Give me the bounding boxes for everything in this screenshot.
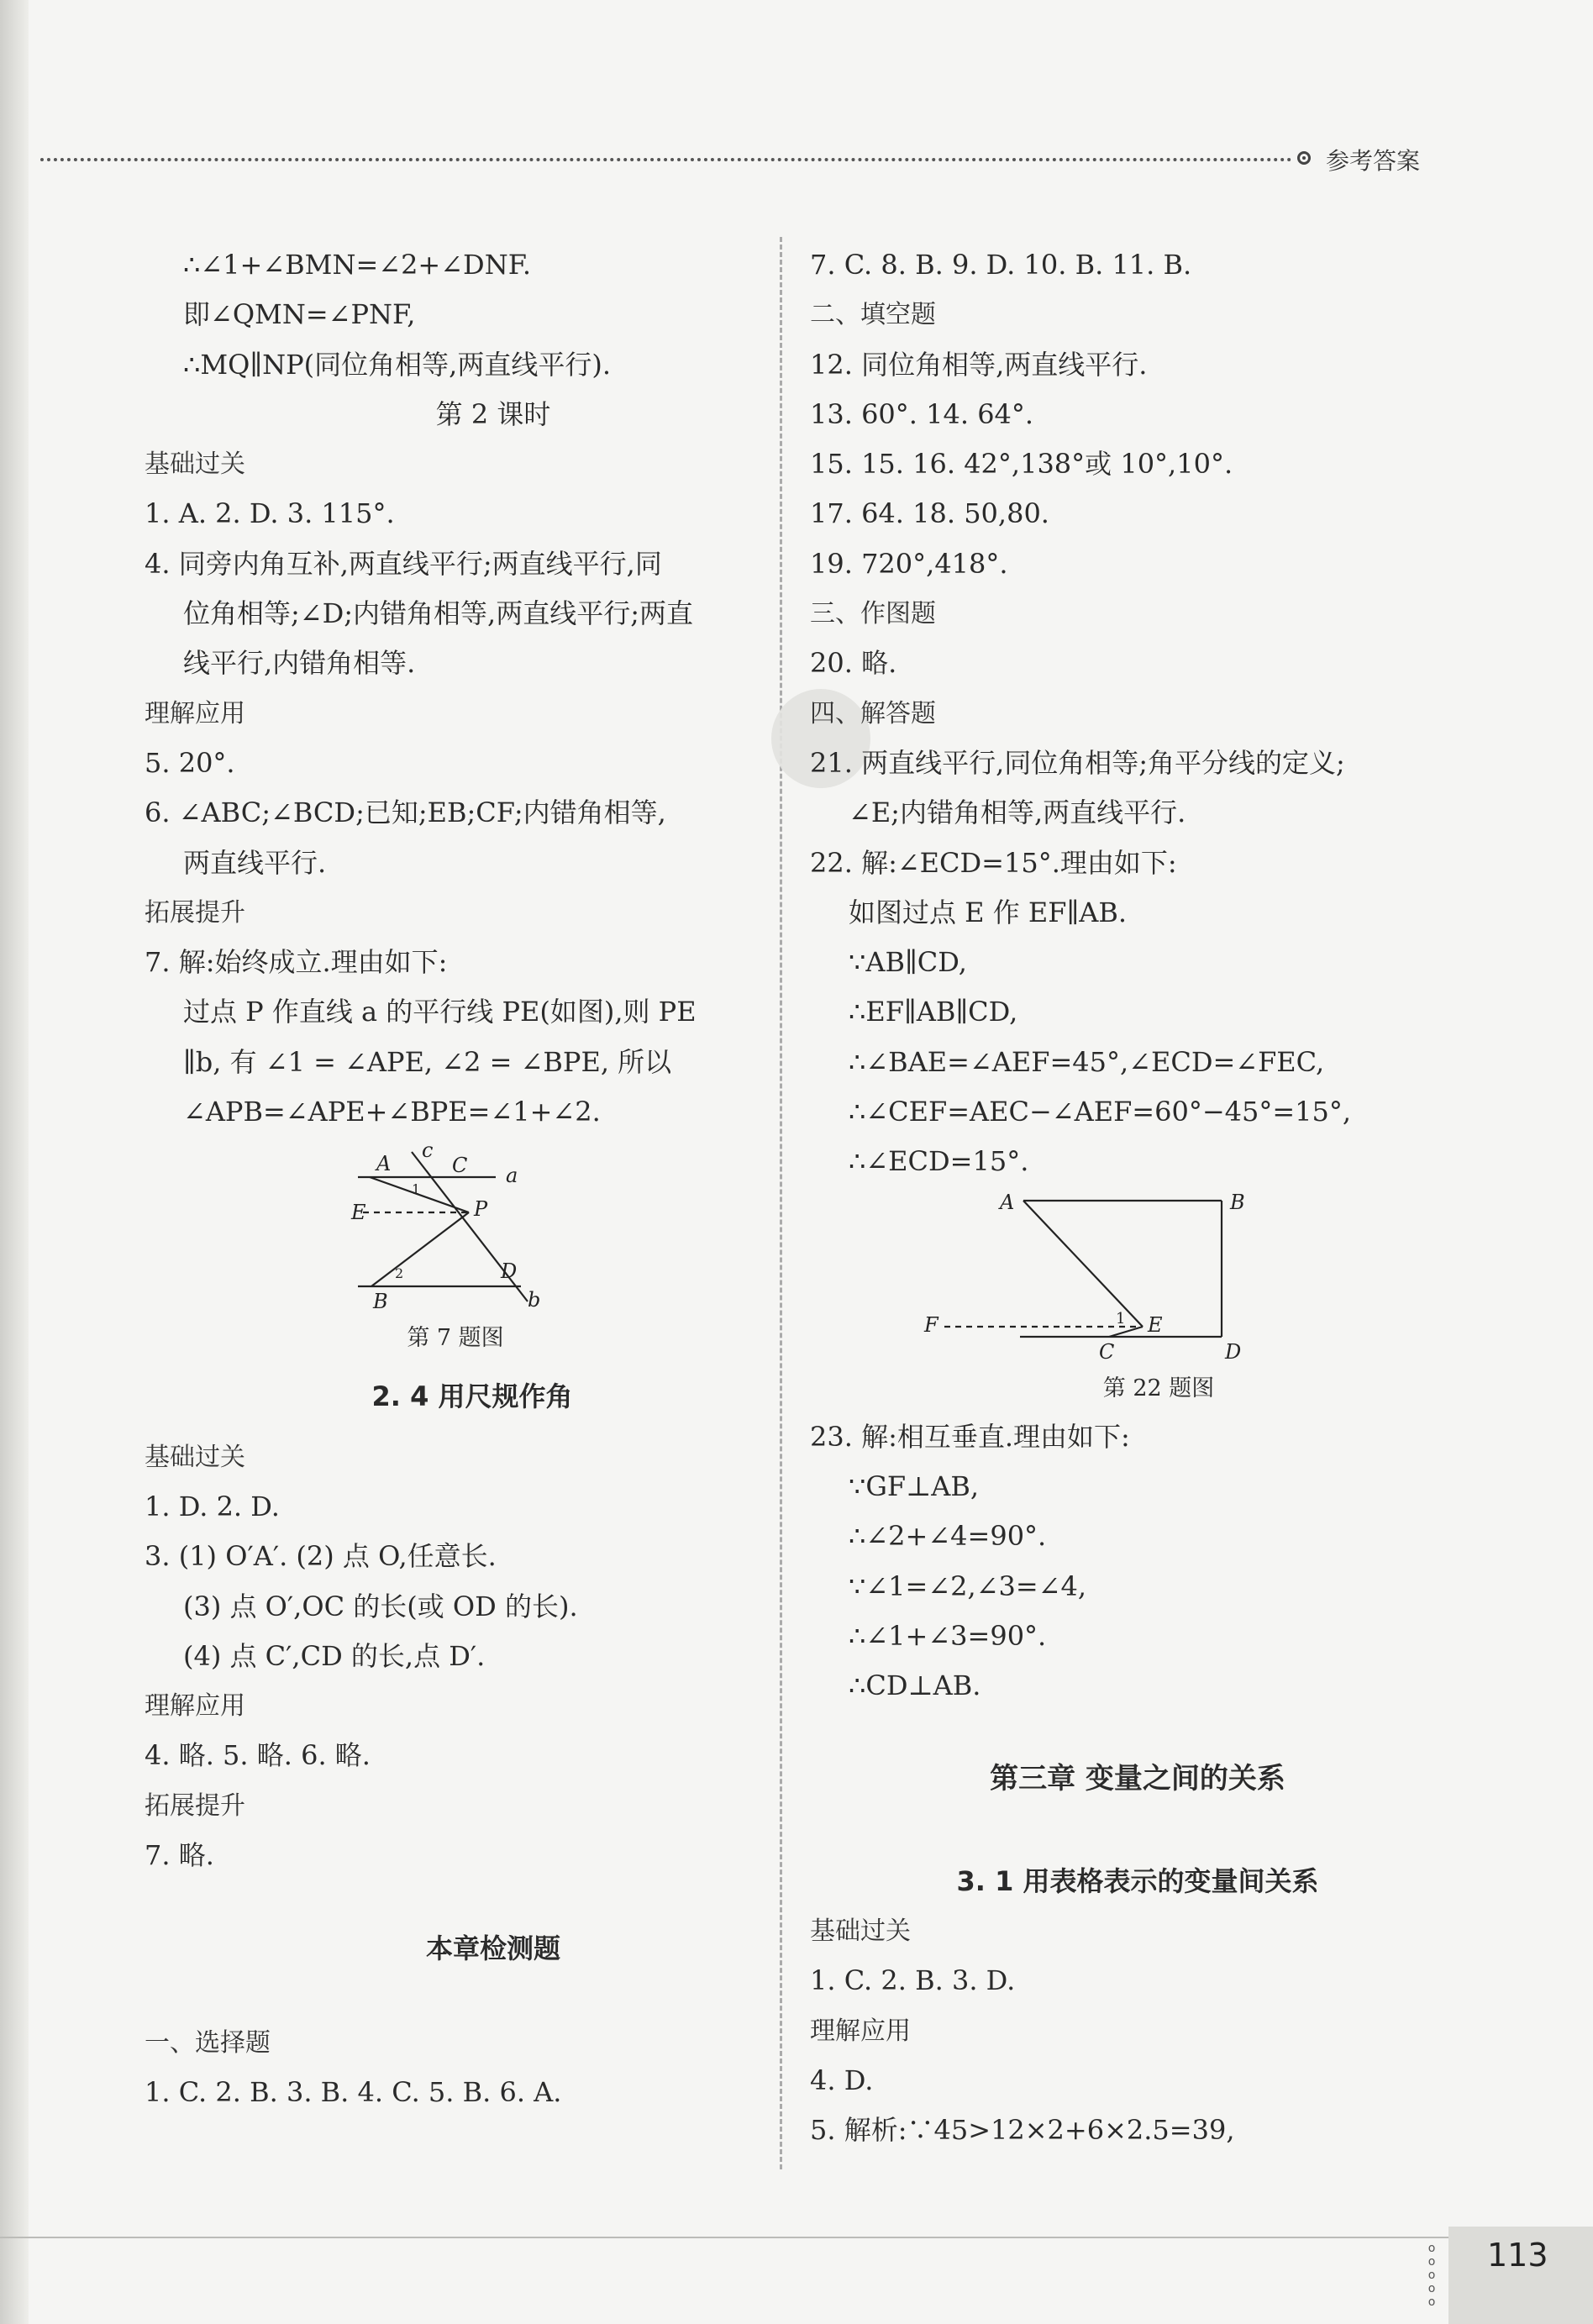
answer-line: ∵∠1=∠2,∠3=∠4, xyxy=(849,1569,1087,1602)
answer-line: 7. 略. xyxy=(145,1839,214,1872)
answer-line: ∴MQ∥NP(同位角相等,两直线平行). xyxy=(183,348,611,381)
label-C: C xyxy=(452,1154,468,1178)
right-column xyxy=(810,240,1432,2156)
answer-line: 17. 64. 18. 50,80. xyxy=(810,497,1049,530)
label-angle-2: 2 xyxy=(395,1265,404,1282)
answer-line: ∵AB∥CD, xyxy=(849,946,967,979)
answer-line: 21. 两直线平行,同位角相等;角平分线的定义; xyxy=(810,746,1345,779)
answer-line: 4. D. xyxy=(810,2064,874,2096)
answer-line: 19. 720°,418°. xyxy=(810,547,1008,580)
answer-line: ∴∠BAE=∠AEF=45°,∠ECD=∠FEC, xyxy=(849,1045,1325,1078)
section-label: 理解应用 xyxy=(810,2016,911,2046)
answer-line: 13. 60°. 14. 64°. xyxy=(810,397,1034,430)
label-A: A xyxy=(1000,1190,1015,1214)
label-E: E xyxy=(351,1201,366,1225)
answer-line: (4) 点 C′,CD 的长,点 D′. xyxy=(183,1639,486,1672)
answer-line: 1. A. 2. D. 3. 115°. xyxy=(145,497,395,530)
label-b: b xyxy=(528,1288,541,1312)
segment-bp xyxy=(371,1212,469,1286)
answer-line: 即∠QMN=∠PNF, xyxy=(183,298,416,331)
figure-22-caption: 第 22 题图 xyxy=(1102,1375,1215,1401)
section-label: 基础过关 xyxy=(145,450,245,480)
answer-line: ∴∠CEF=AEC−∠AEF=60°−45°=15°, xyxy=(849,1096,1352,1128)
answer-line: 如图过点 E 作 EF∥AB. xyxy=(849,896,1128,928)
label-C: C xyxy=(1099,1339,1115,1364)
section-title: 2. 4 用尺规作角 xyxy=(371,1380,573,1413)
answer-line: ∴EF∥AB∥CD, xyxy=(849,996,1018,1028)
answer-line: 线平行,内错角相等. xyxy=(183,647,416,680)
label-A: A xyxy=(376,1152,392,1176)
answer-line: 22. 解:∠ECD=15°.理由如下: xyxy=(810,846,1177,879)
answer-line: 5. 20°. xyxy=(145,746,235,779)
answer-line: ∴∠ECD=15°. xyxy=(849,1145,1029,1178)
section-title: 3. 1 用表格表示的变量间关系 xyxy=(956,1864,1319,1897)
answer-line: ∴CD⊥AB. xyxy=(849,1669,981,1702)
section-label: 拓展提升 xyxy=(145,1790,245,1821)
section-label: 一、选择题 xyxy=(145,2027,271,2058)
page-edge-shadow xyxy=(0,0,29,2324)
section-label: 基础过关 xyxy=(145,1442,245,1472)
answer-line: ∴∠1+∠BMN=∠2+∠DNF. xyxy=(183,249,532,281)
label-angle-1: 1 xyxy=(412,1181,421,1198)
label-angle-1: 1 xyxy=(1116,1309,1126,1328)
label-F: F xyxy=(924,1312,938,1337)
figure-22-diagram xyxy=(810,1191,1432,1370)
answer-line: 两直线平行. xyxy=(183,846,327,879)
answer-line: 4. 略. 5. 略. 6. 略. xyxy=(145,1739,371,1772)
answer-line: 20. 略. xyxy=(810,647,897,680)
segment-ae xyxy=(1023,1201,1143,1327)
lesson-title: 第 2 课时 xyxy=(435,397,551,430)
segment-ec xyxy=(1109,1327,1143,1337)
section-label: 理解应用 xyxy=(145,1691,245,1722)
answer-line: 位角相等;∠D;内错角相等,两直线平行;两直 xyxy=(183,597,693,630)
answer-line: 4. 同旁内角互补,两直线平行;两直线平行,同 xyxy=(145,547,662,580)
answer-line: 23. 解:相互垂直.理由如下: xyxy=(810,1420,1130,1453)
label-B: B xyxy=(1230,1190,1245,1214)
target-icon xyxy=(1297,151,1311,165)
footer-rule xyxy=(0,2237,1448,2238)
label-c: c xyxy=(422,1144,434,1163)
answer-line: 1. C. 2. B. 3. D. xyxy=(810,1964,1016,1997)
answer-line: 3. (1) O′A′. (2) 点 O,任意长. xyxy=(145,1540,497,1573)
answer-line: 1. C. 2. B. 3. B. 4. C. 5. B. 6. A. xyxy=(145,2075,562,2108)
answer-line: ∵GF⊥AB, xyxy=(849,1470,980,1502)
answer-line: 12. 同位角相等,两直线平行. xyxy=(810,348,1148,381)
answer-line: ∠APB=∠APE+∠BPE=∠1+∠2. xyxy=(183,1096,601,1128)
header-dotted-rule xyxy=(40,158,1292,161)
label-a: a xyxy=(506,1164,518,1188)
left-column xyxy=(145,240,766,2117)
answer-line: ∴∠2+∠4=90°. xyxy=(849,1520,1047,1553)
answer-line: (3) 点 O′,OC 的长(或 OD 的长). xyxy=(183,1590,578,1622)
answer-line: 过点 P 作直线 a 的平行线 PE(如图),则 PE xyxy=(183,996,697,1028)
chapter-title: 第三章 变量之间的关系 xyxy=(990,1762,1285,1796)
label-B: B xyxy=(373,1290,388,1314)
figure-7-diagram xyxy=(145,1144,766,1320)
answer-line: ∴∠1+∠3=90°. xyxy=(849,1619,1047,1652)
answer-line: ∥b, 有 ∠1 = ∠APE, ∠2 = ∠BPE, 所以 xyxy=(183,1045,672,1078)
column-divider xyxy=(780,237,782,2169)
section-label: 理解应用 xyxy=(145,698,245,728)
label-P: P xyxy=(474,1197,488,1222)
label-D: D xyxy=(1225,1339,1242,1364)
section-label: 基础过关 xyxy=(810,1917,911,1947)
answer-line: 6. ∠ABC;∠BCD;已知;EB;CF;内错角相等, xyxy=(145,797,666,829)
section-label: 拓展提升 xyxy=(145,897,245,928)
figure-7-caption: 第 7 题图 xyxy=(407,1325,504,1352)
answer-line: 15. 15. 16. 42°,138°或 10°,10°. xyxy=(810,448,1233,481)
label-D: D xyxy=(501,1259,518,1284)
answer-line: 7. 解:始终成立.理由如下: xyxy=(145,946,448,979)
chapter-test-title: 本章检测题 xyxy=(425,1932,560,1965)
answer-line: 7. C. 8. B. 9. D. 10. B. 11. B. xyxy=(810,249,1192,281)
page-number: 113 xyxy=(1487,2237,1548,2274)
header-title: 参考答案 xyxy=(1326,147,1421,175)
answer-line: ∠E;内错角相等,两直线平行. xyxy=(849,797,1186,829)
section-label: 二、填空题 xyxy=(810,300,936,330)
answer-line: 5. 解析:∵45>12×2+6×2.5=39, xyxy=(810,2114,1235,2147)
section-label: 四、解答题 xyxy=(810,698,936,728)
section-label: 三、作图题 xyxy=(810,599,936,629)
tab-ring-marks-icon: o o o o o xyxy=(1427,2242,1436,2309)
label-E: E xyxy=(1148,1312,1163,1337)
answer-line: 1. D. 2. D. xyxy=(145,1490,280,1522)
